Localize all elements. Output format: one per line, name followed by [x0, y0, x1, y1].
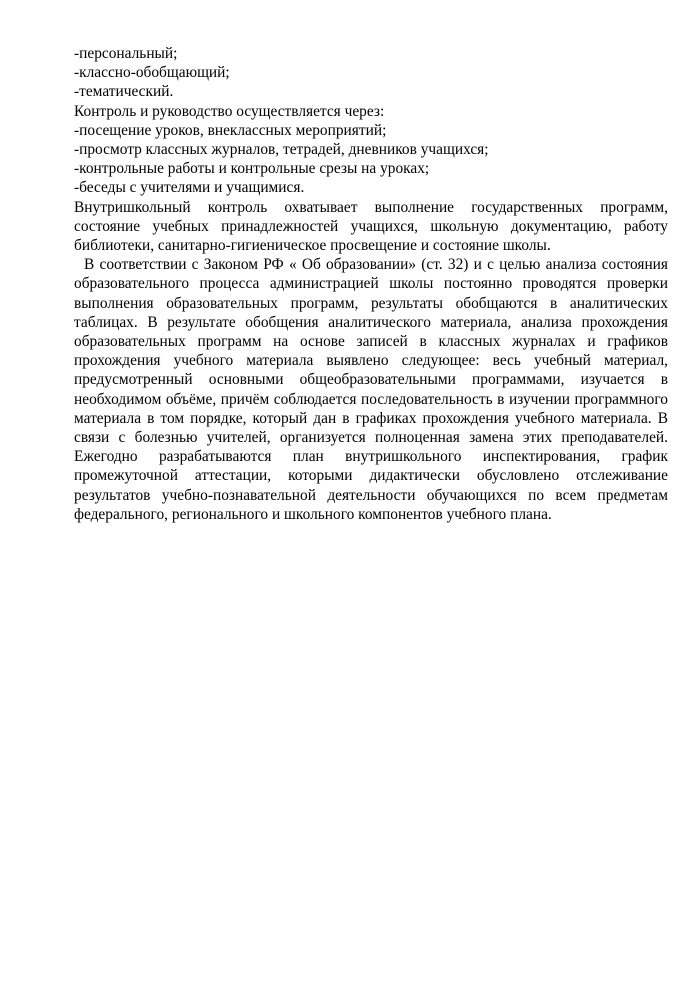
list-item: -классно-обобщающий; — [74, 64, 230, 82]
list-item: -посещение уроков, внеклассных мероприятий; — [74, 121, 387, 139]
control-intro: Контроль и руководство осуществляется через: — [74, 102, 385, 120]
list-item: -контрольные работы и контрольные срезы на уроках; — [74, 160, 430, 178]
list-item: -персональный; — [74, 45, 178, 62]
paragraph-internal-control: Внутришкольный контроль охватывает выполнение государственных программ, состояние учебных принадлежностей учащихся, школьную документацию, работу библиотеки, санитарно-гигиеническое просвещение и состояние школы. — [74, 198, 668, 255]
paragraph-education-law: В соответствии с Законом РФ « Об образовании» (ст. 32) и с целью анализа состояния образовательного процесса администрацией школы постоянно проводятся проверки выполнения образовательных программ, результаты обобщаются в аналитических таблицах. В результате обобщения аналитического материала, анализа прохождения образовательных программ на основе записей в классных журналах и графиков прохождения учебного материала выявлено следующее: весь учебный материал, предусмотренный основными общеобразовательными программами, изучается в необходимом объёме, причём соблюдается последовательность в изучении программного материала в том порядке, который дан в графиках прохождения учебного материала. В связи с болезнью учителей, организуется полноценная замена этих преподавателей. Ежегодно разрабатываются план внутришкольного инспектирования, график промежуточной аттестации, которыми дидактически обусловлено отслеживание результатов учебно-познавательной деятельности обучающихся по всем предметам федерального, регионального и школьного компонентов учебного плана. — [74, 256, 668, 523]
list-item: -беседы с учителями и учащимися. — [74, 179, 305, 197]
list-item: -просмотр классных журналов, тетрадей, дневников учащихся; — [74, 141, 489, 159]
list-item: -тематический. — [74, 83, 174, 101]
document-page — [74, 44, 668, 524]
